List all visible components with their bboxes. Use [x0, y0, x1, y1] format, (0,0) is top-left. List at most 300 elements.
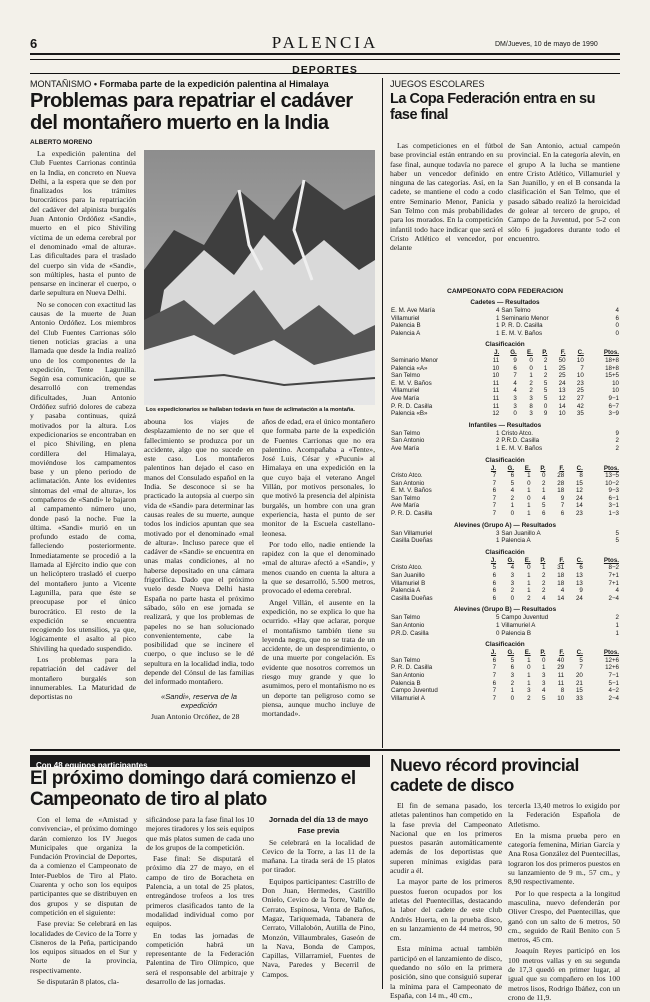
home-team: Casilla Dueñas: [391, 537, 433, 545]
stat-cell: 3: [513, 402, 517, 410]
stat-cell: 8: [579, 472, 583, 480]
result-row: [390, 322, 620, 330]
stat-cell: 3: [529, 410, 533, 418]
stat-cell: 2: [510, 587, 515, 595]
stat-cell: 2−4: [608, 594, 619, 602]
classification-label: Clasificación: [485, 548, 525, 556]
stat-cell: 12+6: [605, 664, 619, 672]
stat-cell: 11: [492, 394, 500, 402]
stat-cell: 18+8: [605, 356, 619, 364]
away-score: 5: [615, 529, 619, 537]
stat-cell: 7: [492, 494, 497, 502]
stat-cell: 6: [492, 656, 497, 664]
header-cell: J.: [490, 556, 497, 564]
stat-cell: 0: [510, 594, 515, 602]
tiro-paragraph: Fase previa: Se celebrará en las localidades de Cevico de la Torre y Cisneros de la Peña, participando los equipos situados en el Sur y Norte de la provincia, respectivamente.: [30, 919, 137, 975]
stat-cell: 1: [527, 679, 531, 687]
disco-col-1: [390, 801, 502, 1000]
stat-cell: 0: [527, 564, 531, 572]
stat-cell: 6: [492, 679, 497, 687]
stat-cell: 7: [492, 671, 497, 679]
away-score: 2: [615, 444, 619, 452]
disco-paragraph: En la misma prueba pero en categoría femenina, Mirian García y Ana Rosa González del Puentecillas, lograron los dos primeros puestos en su lanzamiento de 9 m., 57 cm., y 8,90 respectivamente.: [508, 830, 620, 887]
stat-cell: 10: [558, 410, 566, 418]
tiro-paragraph: Con el lema de «Amistad y convivencia», el próximo domingo darán comienzo los IV Juegos Municipales que organiza la Fundación Provincial de Deportes, da a comienzo el Campeonato de Inter-Pueblos de Tiro al Plato. Cuarenta y ocho son los equipos participantes que se distribuyen en dos grupos y se disputan de competición en el siguiente:: [30, 815, 137, 917]
stat-cell: 6: [492, 487, 497, 495]
team-name: P. R. D. Casilla: [391, 510, 433, 518]
stat-cell: 2: [541, 572, 546, 580]
header-cell: C.: [576, 464, 583, 472]
stat-cell: 0: [510, 510, 515, 518]
main-paragraph: años de edad, era el único montañero que formaba parte de la expedición de Fuentes Carrionas que no era palentino. Acompañaba a «Tente», José Luis, César y «Pucuni» al Himalaya en una expedición en la que cuyo baja el veterano Angel Villán, por motivos personales, lo que motivó la presencia del alpinista burgalés, un hombre con una gran experiencia, hasta el punto de ser monitor de la Escuela castellano-leonesa.: [262, 417, 375, 538]
team-name: Seminario Menor: [391, 356, 439, 364]
stat-cell: 15: [575, 479, 583, 487]
result-row: [390, 330, 620, 338]
disco-paragraph: Por lo que respecta a la longitud masculina, nuevo defenderán por Oliver Crespo, del Puentecillas, que ganó con un salto de 6 metros, 50 cm., seguido de Raúl Benito con 5 metros, 45 cm.: [508, 888, 620, 945]
home-team: San Telmo: [391, 614, 421, 622]
stat-cell: 10: [612, 387, 619, 395]
header-cell: J.: [494, 349, 500, 357]
standings-row: [390, 672, 620, 680]
results-table: [390, 614, 620, 637]
result-row: [390, 530, 620, 538]
standings-header: [390, 557, 620, 565]
stat-cell: 1: [527, 671, 531, 679]
standings-row: [390, 695, 620, 703]
standings-row: [390, 687, 620, 695]
juegos-col-a: [390, 141, 503, 281]
header-cell: C.: [577, 349, 584, 357]
disco-paragraph: El fin de semana pasado, los atletas palentinos han competido en la fase previa del Campeonato Nacional que en los primeros puestos pasarán automáticamente además de los deportistas que superen mínimas exigidas para acudir a él.: [390, 801, 502, 876]
team-name: Ave María: [391, 502, 420, 510]
main-kicker: [30, 79, 329, 89]
standings-row: [390, 510, 620, 518]
away-score: 1: [615, 622, 619, 629]
result-row: [390, 614, 620, 622]
home-score: 2: [495, 437, 500, 445]
header-cell: F.: [559, 556, 565, 564]
header-cell: C.: [576, 556, 583, 564]
stat-cell: 7: [492, 694, 497, 702]
stat-cell: 15+5: [605, 372, 619, 380]
team-name: Palencia B: [391, 679, 421, 687]
result-row: [390, 430, 620, 438]
stat-cell: 18: [557, 579, 565, 587]
stat-cell: 2: [541, 587, 546, 595]
standings-row: [390, 680, 620, 688]
stat-cell: 1: [527, 572, 531, 580]
tiro-paragraph: Fase final: Se disputará el próximo día 27 de mayo, en el campo de tiro de Boracheta en Palencia, a un total de 25 platos, entregándose trofeos a los tres primeros clasificados tanto de la modalidad individual como por equipos.: [146, 854, 254, 929]
header-blank: [390, 649, 482, 657]
home-score: 5: [495, 614, 500, 622]
stat-cell: 6: [560, 510, 565, 518]
deportes-banner: [30, 59, 620, 74]
home-team: P.R.D. Casilla: [391, 629, 429, 637]
away-score: 4: [615, 307, 619, 314]
header-cell: G.: [507, 556, 515, 564]
stat-cell: 18: [557, 572, 565, 580]
stat-cell: 23: [575, 510, 583, 518]
stat-cell: 2: [510, 679, 515, 687]
stat-cell: 5: [543, 379, 548, 387]
stat-cell: 8: [529, 402, 533, 410]
team-name: Palencia «B»: [391, 410, 428, 418]
team-name: Campo Juventud: [391, 687, 438, 695]
stat-cell: 12: [492, 410, 500, 418]
stat-cell: 4: [541, 494, 546, 502]
standings-row: [390, 580, 620, 588]
stat-cell: 7+1: [608, 572, 619, 580]
stat-cell: 7+1: [608, 579, 619, 587]
stat-cell: 3: [541, 671, 546, 679]
stat-cell: 12+6: [605, 656, 619, 664]
header-cell: G.: [507, 464, 515, 472]
home-score: 3: [495, 529, 500, 537]
stat-cell: 5: [510, 656, 515, 664]
standings-row: [390, 664, 620, 672]
disco-paragraph: tercerla 13,40 metros lo exigido por la Federación Española de Atletismo.: [508, 801, 620, 829]
stat-cell: 4: [615, 587, 619, 595]
stat-cell: 4: [560, 587, 565, 595]
page-number: 6: [30, 36, 38, 51]
team-name: P. R. D. Casilla: [391, 664, 433, 672]
stat-cell: 28: [557, 472, 565, 480]
main-paragraph: Los problemas para la repatriación del cadáver del montañero burgalés son innumerables. La Maturidad de deportistas no: [30, 655, 136, 702]
team-name: E. M. V. Baños: [391, 379, 432, 387]
away-team: Seminario Menor: [501, 314, 549, 322]
stat-cell: 7: [492, 502, 497, 510]
stat-cell: 2: [529, 379, 533, 387]
stat-cell: 3−1: [608, 502, 619, 510]
stat-cell: 10: [612, 379, 619, 387]
stat-cell: 6: [492, 587, 497, 595]
team-name: Villamuriel: [391, 387, 420, 395]
header-cell: Ptos.: [603, 349, 619, 357]
standings-row: [390, 564, 620, 572]
standings-row: [390, 357, 620, 365]
stat-cell: 0: [541, 472, 546, 480]
tiro-col-1: [30, 815, 137, 989]
classification-label: Clasificación: [485, 456, 525, 464]
stat-cell: 4: [510, 564, 515, 572]
standings-row: [390, 495, 620, 503]
team-name: Villamuriel B: [391, 579, 426, 587]
stat-cell: 14: [558, 402, 566, 410]
team-name: San Telmo: [391, 494, 421, 502]
group-title: Alevines (Grupo A) — Resultados: [453, 521, 557, 529]
header-cell: P.: [540, 649, 546, 657]
tiro-col-2: [146, 815, 254, 989]
home-score: 1: [495, 314, 500, 322]
stat-cell: 35: [576, 410, 584, 418]
stat-cell: 25: [576, 387, 584, 395]
stat-cell: 5: [510, 479, 515, 487]
team-name: Cristo Atco.: [391, 472, 423, 480]
result-row: [390, 630, 620, 638]
stat-cell: 5: [543, 387, 548, 395]
away-team: E. M. V. Baños: [501, 329, 543, 337]
stat-cell: 6: [541, 510, 546, 518]
main-col-3: [262, 417, 375, 747]
stat-cell: 7: [513, 372, 517, 380]
header-cell: E.: [527, 349, 533, 357]
stat-cell: 2−4: [608, 694, 619, 702]
header-blank: [390, 349, 482, 357]
away-team: Palencia B: [501, 629, 531, 637]
team-name: Ave María: [391, 394, 420, 402]
stat-cell: 0: [541, 656, 546, 664]
disco-col-2: [508, 801, 620, 1002]
away-team: Campo Juventud: [501, 614, 549, 622]
header-cell: J.: [490, 464, 497, 472]
home-team: San Antonio: [391, 622, 425, 629]
away-team: P. R. D. Casilla: [501, 322, 543, 330]
stat-cell: 24: [575, 594, 583, 602]
away-team: San Telmo: [501, 307, 531, 314]
header-cell: F.: [559, 649, 565, 657]
stat-cell: 9: [543, 410, 548, 418]
stat-cell: 5: [541, 694, 546, 702]
stat-cell: 13−5: [605, 472, 619, 480]
standings-sections: [390, 299, 620, 702]
stat-cell: 24: [558, 379, 566, 387]
juegos-paragraph: Las competiciones en el fútbol base provincial están entrando en su fase final, aunque todavía no parece haber un vencedor definido en ninguna de las categorías. Así, en la cadete, se mantiene el codo a codo entre Seminario Menor, Panicia y San Telmo con más probabilidades para los morados. En la competición infantil todo hace indicar que será el Cristo Atlético el vencedor, por delante: [390, 141, 503, 253]
photo-caption: Los expedicionarios se hallaban todavía en fase de aclimatación a la montaña.: [146, 407, 355, 413]
away-score: 0: [615, 329, 619, 337]
mountain-photo-image: [144, 150, 375, 405]
home-team: San Telmo: [391, 429, 421, 437]
main-paragraph: La expedición palentina del Club Fuentes Carrionas continúa en la India, en concreto en Nueva Delhi, a la espera que se den por finalizados los trámites burocráticos para la repatriación del cadáver del alpinista burgalés Juan Antonio Ordóñez «Sandi», muerto en el pico Shiviling víctima de un edema cerebral por el denominado «mal de altura». Las dificultades para el traslado del cuerpo sin vida de «Sandi», son múltiples, hasta el punto de pensarse en incinerar el cuerpo, o darle sepultura en Nueva Delhi.: [30, 149, 136, 298]
home-team: Palencia B: [391, 322, 421, 330]
disco-paragraph: Esta mínima actual también participó en el lanzamiento de disco, quedando no sólo en la primera posición, sino que consiguió superar la mínima para el Campeonato de España, con 14 m., 40 cm.,: [390, 944, 502, 1000]
byline: ALBERTO MORENO: [30, 139, 93, 146]
main-paragraph: Juan Antonio Orcóñez, de 28: [151, 712, 240, 722]
kicker-topic: MONTAÑISMO: [30, 79, 92, 89]
team-name: E. M. V. Baños: [391, 487, 432, 495]
stat-cell: 40: [557, 656, 565, 664]
tiro-paragraph: En todas las jornadas de competición habrá un representante de la Federación Palentina de Tiro Olímpico, que será el responsable del arbitraje y desarrollo de las jornadas.: [146, 930, 254, 987]
disco-paragraph: La mayor parte de los primeros puestos fueron ocupados por los atletas del Puentecillas, destacando la labor del cadete de este club Andrés Huerta, en la prueba disco, en su lanzamiento de 44 metros, 90 cm.: [390, 877, 502, 943]
stat-cell: 7: [579, 664, 583, 672]
stat-cell: 6: [510, 472, 515, 480]
standings-header: [390, 649, 620, 657]
stat-cell: 7: [492, 479, 497, 487]
main-paragraph: abouna los viajes de desplazamiento de no ser que el fallecimiento se produzca por un accidente, algo que no sucede en este caso. Los montañeros palentinos han dejado el caso en manos del Consulado español en la India. Se desconoce si se ha practicado la autopsia al cuerpo sin vida de «Sandi» para determinar las causas reales de su muerte, aunque todos los indicios apuntan que sea motivado por el denominado «mal de altura». Incluso parece que el cadáver de «Sandi» se encuentra en unas malas condiciones, al no haberse depositado en una cámara frigorífica. Dado que el próximo vuelo desde Nueva Delhi hasta España no parte hasta el próximo sábado, sólo en ese jornada se realizará, y que los problemas de papeles no se han solucionado convenientemente, cabe la posibilidad que se incinere el cuerpo, o que incluso se le dé sepultura en la localidad india, todo depende del Cónsul de las familias del informado montañero.: [144, 417, 254, 687]
stat-cell: 28: [557, 479, 565, 487]
stat-cell: 4: [513, 387, 517, 395]
stat-cell: 7−1: [608, 671, 619, 679]
stat-cell: 0: [527, 479, 531, 487]
stat-cell: 11: [557, 671, 565, 679]
away-score: 9: [615, 429, 619, 437]
home-score: 0: [495, 629, 500, 637]
stat-cell: 14: [575, 502, 583, 510]
home-score: 1: [495, 444, 500, 452]
stat-cell: 33: [575, 694, 583, 702]
stat-cell: 9: [560, 494, 565, 502]
stat-cell: 3: [510, 579, 515, 587]
result-row: [390, 315, 620, 323]
stat-cell: 1: [527, 472, 531, 480]
classification-label: Clasificación: [485, 641, 525, 649]
home-score: 4: [495, 307, 500, 314]
stat-cell: 9−1: [608, 394, 619, 402]
stat-cell: 1: [510, 687, 515, 695]
tiro-paragraph: Se disputarán 8 platos, cla-: [37, 977, 120, 987]
main-paragraph: Por todo ello, nadie entiende la rapidez con la que el denominado «mal de altura» afectó a «Sandi», y menos cuando en cuenta la altura a la que se desarrolló, 5.500 metros, provocado el edema cerebral.: [262, 539, 375, 596]
stat-cell: 18+8: [605, 364, 619, 372]
stat-cell: 3: [541, 679, 546, 687]
classification-label: Clasificación: [485, 341, 525, 349]
home-team: San Antonio: [391, 437, 425, 445]
tiro-paragraph: sificándose para la fase final los 10 mejores tiradores y los seis equipos que más platos sumen de cada uno de los grupos de la competición.: [146, 815, 254, 852]
stat-cell: 15: [575, 687, 583, 695]
stat-cell: 20: [575, 671, 583, 679]
stat-cell: 5−1: [608, 679, 619, 687]
standings-row: [390, 595, 620, 603]
stat-cell: 0: [529, 356, 533, 364]
team-name: Palencia «A»: [391, 364, 428, 372]
tiro-col-3: [262, 815, 375, 989]
stat-cell: 13: [558, 387, 566, 395]
stat-cell: 4: [510, 487, 515, 495]
stat-cell: 6: [492, 579, 497, 587]
standings-row: [390, 395, 620, 403]
home-team: San Villamuriel: [391, 529, 433, 537]
stat-cell: 13: [575, 572, 583, 580]
away-team: Cristo Atco.: [501, 429, 534, 437]
stat-cell: 23: [576, 379, 584, 387]
section-rule: [30, 749, 620, 751]
stat-cell: 2: [543, 356, 548, 364]
away-team: San Juanillo A: [501, 529, 541, 537]
header-cell: P.: [542, 349, 548, 357]
stat-cell: 10: [576, 356, 584, 364]
group-title: Cadetes — Resultados: [470, 299, 540, 306]
stat-cell: 5: [579, 656, 583, 664]
main-col-1: [30, 149, 136, 745]
standings-table: [390, 649, 620, 702]
results-table: [390, 307, 620, 337]
standings-table: [390, 557, 620, 603]
standings-row: [390, 472, 620, 480]
stat-cell: 25: [558, 364, 566, 372]
juegos-kicker: JUEGOS ESCOLARES: [390, 79, 485, 89]
standings-row: [390, 502, 620, 510]
home-team: Palencia A: [391, 329, 421, 337]
team-name: San Antonio: [391, 479, 425, 487]
tiro-paragraph: Equipos participantes: Castrillo de Don Juan, Hermedes, Castrillo Onielo, Cevico de la Torre, Valle de Cerrato, Espinosa, Venta de Baños, Magaz, Tariquemada, Tabanera de Cerrato, Villalobón, Autilla de Pino, Monzón, Villaumbrales, Gaseón de la Nava, Bonda de Campos, Capillas, Villarramiel, Fuentes de Nava, Paredes y Becerril de Campos.: [262, 876, 375, 979]
stat-cell: 9: [513, 356, 517, 364]
stat-cell: 11: [492, 356, 500, 364]
header-cell: G.: [507, 649, 515, 657]
standings-row: [390, 657, 620, 665]
stat-cell: 25: [558, 372, 566, 380]
jornada-subtitle: Fase previa: [297, 826, 340, 836]
stat-cell: 11: [492, 387, 500, 395]
column-divider-lower: [382, 755, 383, 989]
away-team: Palencia A: [501, 537, 531, 545]
header-cell: Ptos.: [603, 649, 619, 657]
stat-cell: 7: [560, 502, 565, 510]
stat-cell: 3: [529, 394, 533, 402]
header-cell: C.: [576, 649, 583, 657]
tiro-paragraph: Se celebrará en la localidad de Cevico de la Torre, a las 11 de la mañana. La tirada será de 15 platos por tirador.: [262, 837, 375, 875]
team-name: San Telmo: [391, 372, 421, 380]
stat-cell: 31: [557, 564, 565, 572]
stat-cell: 2: [541, 479, 546, 487]
standings-row: [390, 365, 620, 373]
category-label: DEPORTES: [292, 64, 358, 76]
mountain-photo: [144, 150, 375, 405]
standings-table: [390, 465, 620, 518]
stat-cell: 2: [529, 387, 533, 395]
tiro-headline: El próximo domingo dará comienzo el Campeonato de tiro al plato: [30, 768, 356, 810]
home-team: E. M. Ave María: [391, 307, 435, 314]
team-name: P. R. D. Casilla: [391, 402, 433, 410]
header-cell: F.: [559, 464, 565, 472]
home-score: 1: [495, 622, 500, 629]
stat-cell: 1: [541, 564, 546, 572]
stat-cell: 11: [492, 402, 500, 410]
stat-cell: 7: [580, 364, 584, 372]
masthead-rule: [30, 53, 620, 55]
stat-cell: 7: [492, 664, 497, 672]
stat-cell: 4: [513, 379, 517, 387]
standings-title: CAMPEONATO COPA FEDERACION: [446, 288, 564, 295]
results-table: [390, 530, 620, 545]
stat-cell: 4: [541, 687, 546, 695]
stat-cell: 11: [492, 379, 500, 387]
results-table: [390, 430, 620, 453]
stat-cell: 8: [560, 687, 565, 695]
home-score: 1: [495, 329, 500, 337]
standings-row: [390, 410, 620, 418]
stat-cell: 13: [575, 579, 583, 587]
stat-cell: 10: [576, 372, 584, 380]
header-cell: Ptos.: [603, 464, 619, 472]
standings-header: [390, 465, 620, 473]
team-name: Casilla Dueñas: [391, 594, 433, 602]
stat-cell: 6: [579, 564, 583, 572]
home-team: Villamuriel: [391, 314, 420, 322]
stat-cell: 3: [527, 687, 531, 695]
stat-cell: 18: [557, 487, 565, 495]
stat-cell: 10: [492, 364, 500, 372]
standings-header: [390, 349, 620, 357]
stat-cell: 24: [575, 494, 583, 502]
standings-row: [390, 372, 620, 380]
header-cell: E.: [524, 556, 531, 564]
jornada-title: Jornada del día 13 de mayo: [268, 815, 369, 824]
stat-cell: 10−2: [605, 479, 619, 487]
stat-cell: 2: [527, 594, 531, 602]
stat-cell: 10: [492, 372, 500, 380]
home-score: 1: [495, 322, 500, 330]
stat-cell: 5: [543, 394, 548, 402]
stat-cell: 7: [492, 510, 497, 518]
disco-headline: Nuevo récord provincial cadete de disco: [390, 755, 579, 795]
team-name: Villamuriel A: [391, 694, 425, 702]
stat-cell: 1: [527, 510, 531, 518]
stat-cell: 6: [492, 594, 497, 602]
stat-cell: 0: [510, 694, 515, 702]
standings-row: [390, 487, 620, 495]
stat-cell: 3−9: [608, 410, 619, 418]
stat-cell: 14: [557, 594, 565, 602]
result-row: [390, 437, 620, 445]
standings-row: [390, 480, 620, 488]
